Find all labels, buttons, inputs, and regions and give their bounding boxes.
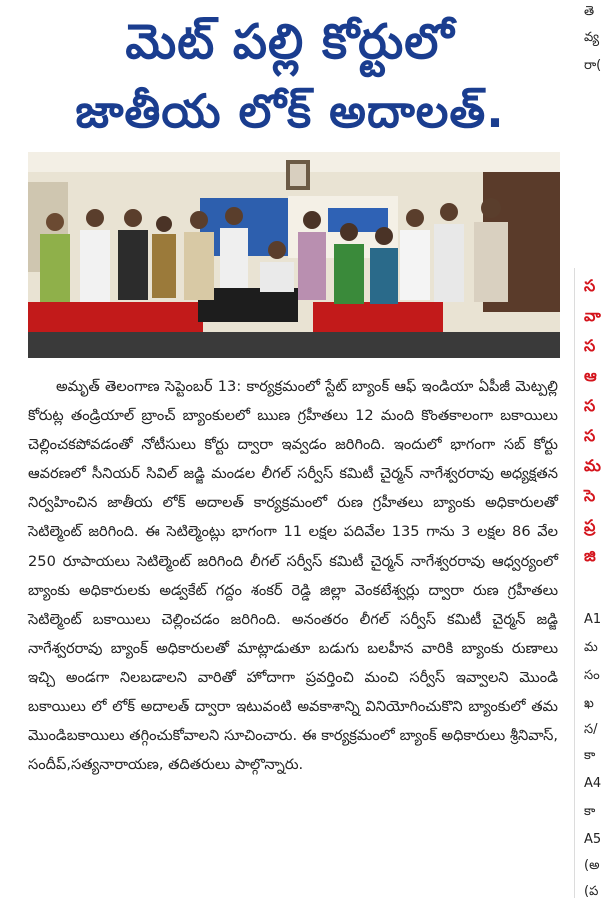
column-divider <box>574 268 575 898</box>
sidebar-red-line: సె <box>584 486 596 505</box>
sidebar-bottom-line: కా <box>584 804 596 819</box>
sidebar-red-line: స <box>584 426 596 445</box>
adjacent-column-fragment <box>578 0 603 908</box>
article-paragraph: అమృత్ తెలంగాణ సెప్టెంబర్ 13: కార్యక్రమంలో స్టేట్ బ్యాంక్ ఆఫ్ ఇండియా ఏపీజీ మెట్పల్లి కోరుట్ల తండ్రియాల్ బ్రాంచ్ బ్యాంకులలో ఋణ గ్రహీతలు 12 మంది కొంతకాలంగా బకాయిలు చెల్లించకపోవడంతో నోటీసులు కోర్టు ద్వారా ఇవ్వడం జరిగింది. ఇందులో భాగంగా సబ్ కోర్టు ఆవరణలో సీనియర్ సివిల్ జడ్జి మండల లీగల్ సర్వీస్ కమిటీ చైర్మన్ నాగేశ్వరరావు అధ్యక్షతన నిర్వహించిన జాతీయ లోక్ అదాలత్ కార్యక్రమంలో రుణ గ్రహీతలు బ్యాంకు అధికారులతో సెటిల్మెంట్ జరిగింది. ఈ సెటిల్మెంట్లు భాగంగా 11 లక్షల పదివేల 135 గాను 3 లక్షల 86 వేల 250 రూపాయలు సెటిల్మెంట్ జరిగింది లీగల్ సర్వీస్ కమిటీ చైర్మన్ నాగేశ్వరరావు ఆధ్వర్యంలో బ్యాంకు అధికారులకు అడ్వకేట్ గద్దం శంకర్ రెడ్డి జిల్లా వెంకటేశ్వర్లు ద్వారా రుణ గ్రహీతలు సెటిల్మెంట్ బకాయిలు చెల్లించడం జరిగింది. అనంతరం లీగల్ సర్వీస్ కమిటీ చైర్మన్ జడ్జి నాగేశ్వరరావు బ్యాంక్ అధికారులతో మాట్లాడుతూ బడుగు బలహీన వారికి బ్యాంకు రుణాలు ఇచ్చి అండగా నిలబడాలని వారితో హోదాగా ప్రవర్తించి మంచి సర్వీస్ ఇవ్వాలని మొండి బకాయిలు లో లోక్ అదాలత్ ద్వారా ఇటువంటి అవకాశాన్ని వినియోగించుకొని బ్యాంకులో తమ మొండిబకాయిలు తగ్గించుకోవాలని సూచించారు. ఈ కార్యక్రమంలో బ్యాంక్ అధికారులు శ్రీనివాస్, సందీప్,సత్యనారాయణ, తదితరులు పాల్గొన్నారు. <box>28 378 558 774</box>
sidebar-bottom-line: ఖ <box>584 696 594 711</box>
sidebar-bottom-line: (ప <box>584 884 599 899</box>
sidebar-bottom-line: A1 <box>584 612 602 627</box>
sidebar-top-line: తె <box>584 4 595 19</box>
sidebar-bottom-line: మ <box>584 640 598 655</box>
sidebar-bottom-line: (అ <box>584 858 600 873</box>
sidebar-bottom-line: సం <box>584 668 600 683</box>
sidebar-bottom-line: స/ <box>584 722 598 737</box>
sidebar-bottom-line: A4 <box>584 776 602 791</box>
sidebar-red-line: వా <box>584 306 601 325</box>
article-body <box>28 372 558 779</box>
sidebar-red-line: జి <box>584 546 596 565</box>
sidebar-top-line: రా( <box>584 58 602 73</box>
photo-illustration <box>28 152 560 358</box>
sidebar-red-line: ప్ర <box>584 516 596 535</box>
sidebar-red-line: స <box>584 276 596 295</box>
news-photo <box>28 152 560 358</box>
sidebar-bottom-line: A5 <box>584 832 602 847</box>
sidebar-red-line: స <box>584 396 596 415</box>
sidebar-red-line: స <box>584 336 596 355</box>
sidebar-red-line: మ <box>584 456 601 475</box>
headline-line-1: మెట్ పల్లి కోర్టులో <box>125 14 455 70</box>
sidebar-red-line: ఆ <box>584 366 597 385</box>
sidebar-bottom-line: కా <box>584 748 596 763</box>
headline-line-2: జాతీయ లోక్ అదాలత్. <box>75 84 505 138</box>
sidebar-top-line: వ్య <box>584 30 600 45</box>
